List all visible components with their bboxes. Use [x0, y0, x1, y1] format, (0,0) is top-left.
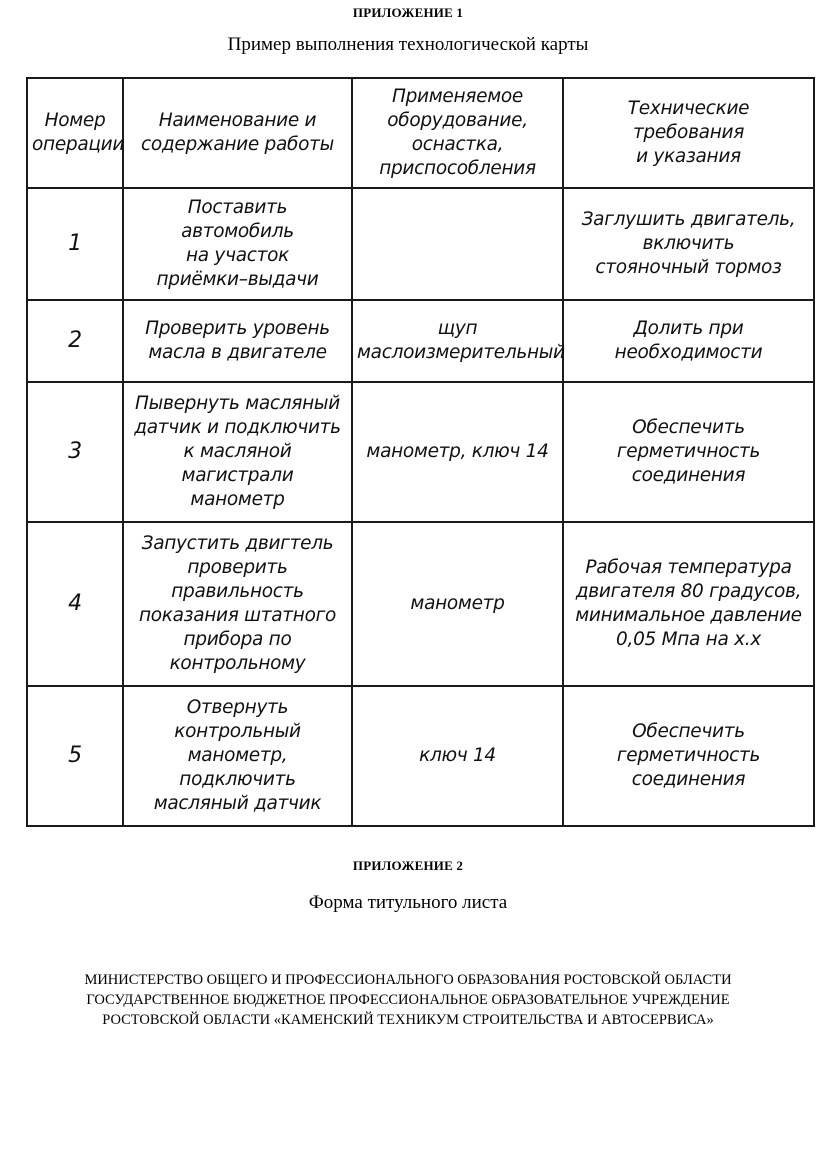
appendix-2-subtitle: Форма титульного листа — [308, 892, 508, 913]
header-requirements: Технические требования и указания — [563, 78, 814, 188]
header-equipment: Применяемое оборудование, оснастка, приспособления — [352, 78, 563, 188]
table-row — [27, 522, 814, 686]
work-description: Пывернуть масляный датчик и подключить к масляной магистрали манометр — [123, 382, 352, 522]
requirements: Долить при необходимости — [563, 300, 814, 382]
equipment — [352, 188, 563, 300]
table-row — [27, 188, 814, 300]
operation-number: 1 — [27, 188, 123, 300]
operation-number: 5 — [27, 686, 123, 826]
table-row — [27, 382, 814, 522]
equipment: щуп маслоизмерительный — [352, 300, 563, 382]
work-description: Отвернуть контрольный манометр, подключить масляный датчик — [123, 686, 352, 826]
table-row — [27, 300, 814, 382]
technological-card-table — [26, 77, 815, 827]
requirements: Рабочая температура двигателя 80 градусов, минимальное давление 0,05 Мпа на х.х — [563, 522, 814, 686]
work-description: Проверить уровень масла в двигателе — [123, 300, 352, 382]
appendix-1-subtitle: Пример выполнения технологической карты — [227, 34, 589, 55]
work-description: Запустить двигтель проверить правильность показания штатного прибора по контрольному — [123, 522, 352, 686]
requirements: Обеспечить герметичность соединения — [563, 686, 814, 826]
table-header-row — [27, 78, 814, 188]
equipment: ключ 14 — [352, 686, 563, 826]
appendix-2-heading: ПРИЛОЖЕНИЕ 2 — [352, 858, 464, 873]
operation-number: 2 — [27, 300, 123, 382]
equipment: манометр — [352, 522, 563, 686]
work-description: Поставить автомобиль на участок приёмки–выдачи — [123, 188, 352, 300]
requirements: Заглушить двигатель, включить стояночный тормоз — [563, 188, 814, 300]
header-work-name: Наименование и содержание работы — [123, 78, 352, 188]
operation-number: 4 — [27, 522, 123, 686]
appendix-1-heading: ПРИЛОЖЕНИЕ 1 — [352, 5, 464, 20]
header-operation-number: Номер операции — [27, 78, 123, 188]
equipment: манометр, ключ 14 — [352, 382, 563, 522]
requirements: Обеспечить герметичность соединения — [563, 382, 814, 522]
table-row — [27, 686, 814, 826]
ministry-header: МИНИСТЕРСТВО ОБЩЕГО И ПРОФЕССИОНАЛЬНОГО ОБРАЗОВАНИЯ РОСТОВСКОЙ ОБЛАСТИ ГОСУДАРСТВЕННОЕ БЮДЖЕТНОЕ ПРОФЕССИОНАЛЬНОЕ ОБРАЗОВАТЕЛЬНОЕ УЧРЕЖДЕНИЕ РОСТОВСКОЙ ОБЛАСТИ «КАМЕНСКИЙ ТЕХНИКУМ СТРОИТЕЛЬСТВА И АВТОСЕРВИСА» — [84, 972, 732, 1028]
operation-number: 3 — [27, 382, 123, 522]
